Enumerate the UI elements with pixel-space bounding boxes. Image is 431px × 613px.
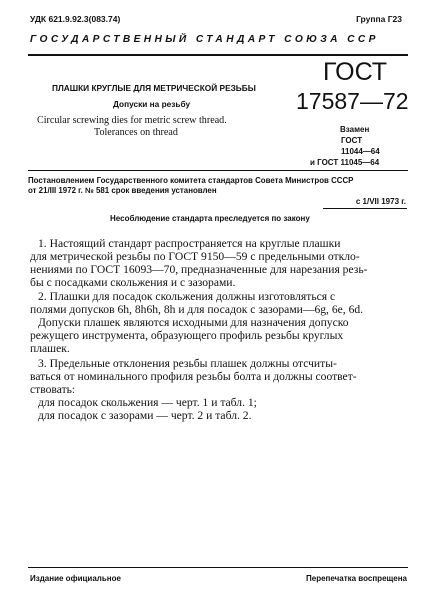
gost-label: ГОСТ (323, 58, 388, 86)
para-3-line: для посадок с зазорами — черт. 2 и табл. 2. (38, 409, 252, 423)
para-1-line: бы с посадками скольжения и с зазорами. (30, 276, 236, 290)
law-warning: Несоблюдение стандарта преследуется по закону (110, 214, 310, 223)
replaces-number-1: 11044—64 (341, 147, 380, 156)
subtitle-ru: Допуски на резьбу (113, 99, 191, 109)
title-divider (28, 170, 408, 171)
para-1 (30, 237, 368, 289)
decree-line-1: Постановлением Государственного комитета стандартов Совета Министров СССР (28, 176, 354, 185)
footer-right: Перепечатка воспрещена (306, 574, 407, 583)
replaces-label: Взамен (340, 125, 370, 134)
title-en-2: Tolerances on thread (94, 127, 178, 138)
gost-number: 17587—72 (296, 88, 409, 114)
para-3-line: для посадок скольжения — черт. 1 и табл. 1; (38, 396, 257, 410)
title-en-1: Circular screwing dies for metric screw thread. (37, 115, 227, 126)
replaces-number-2: и ГОСТ 11045—64 (310, 158, 380, 167)
replaces-gost: ГОСТ (341, 136, 363, 145)
group-code: Группа Г23 (356, 14, 402, 24)
footer-left: Издание официальное (30, 574, 121, 583)
udc-code: УДК 621.9.92.3(083.74) (30, 14, 121, 24)
para-2 (30, 290, 363, 355)
para-3-line: ствовать: (30, 383, 76, 397)
para-3-line: ваться от номинального профиля резьбы болта и должны соответ- (30, 370, 357, 384)
para-1-line: 1. Настоящий стандарт распространяется на круглые плашки (38, 237, 341, 250)
banner-divider (28, 54, 408, 56)
title-ru: ПЛАШКИ КРУГЛЫЕ ДЛЯ МЕТРИЧЕСКОЙ РЕЗЬБЫ (52, 83, 256, 93)
effective-date: с 1/VII 1973 г. (355, 197, 406, 206)
para-2-line: плашек. (30, 342, 70, 356)
para-3 (30, 357, 357, 422)
standard-banner: ГОСУДАРСТВЕННЫЙ СТАНДАРТ СОЮЗА ССР (30, 34, 379, 45)
para-2-line: полями допусков 6h, 8h6h, 8h и для посадок с зазорами—6g, 6e, 6d. (30, 303, 364, 317)
decree-line-2: от 21/III 1972 г. № 581 срок введения установлен (28, 186, 217, 195)
para-2-line: Допуски плашек являются исходными для назначения допуско (38, 316, 349, 330)
para-1-line: нениями по ГОСТ 16093—70, предназначенные для нарезания резь- (30, 263, 368, 277)
para-2-line: режущего инструмента, образующего профиль резьбы круглых (30, 329, 344, 343)
footer-divider (28, 567, 408, 568)
para-3-line: 3. Предельные отклонения резьбы плашек должны отсчиты- (38, 357, 337, 370)
effective-underline (323, 208, 407, 209)
para-2-line: 2. Плашки для посадок скольжения должны изготовляться с (38, 290, 336, 303)
para-1-line: для метрической резьбы по ГОСТ 9150—59 с предельными откло- (30, 250, 360, 264)
